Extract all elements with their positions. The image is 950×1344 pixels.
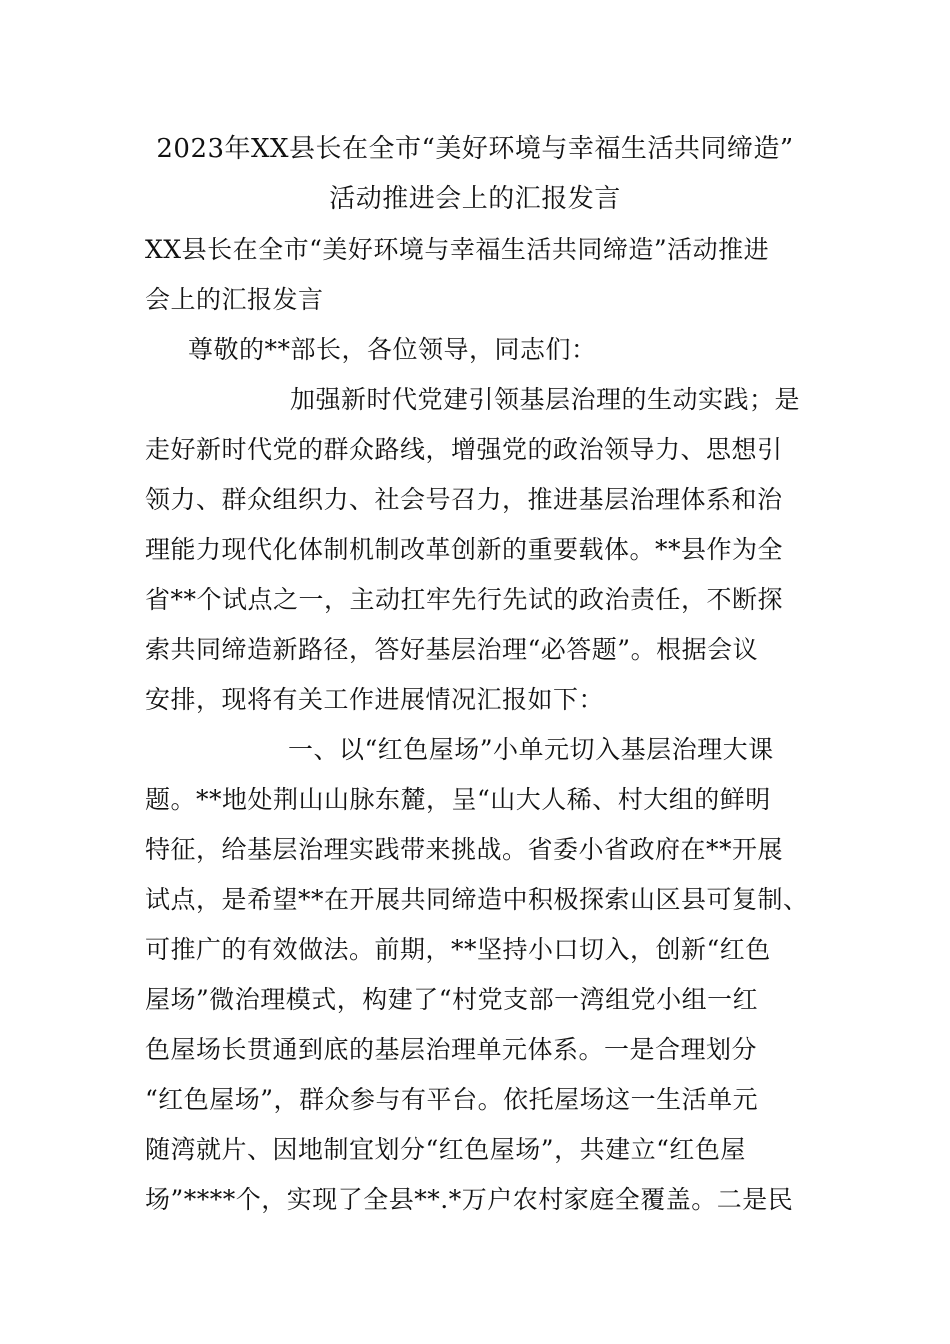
body-line-13: 屋场”微治理模式，构建了“村党支部一湾组党小组一红	[145, 985, 759, 1014]
document-title-line-2: 活动推进会上的汇报发言	[329, 184, 621, 214]
body-line-3: 领力、群众组织力、社会号召力，推进基层治理体系和治	[145, 485, 783, 514]
body-line-1: 加强新时代党建引领基层治理的生动实践；是	[290, 385, 801, 414]
body-line-11: 试点，是希望**在开展共同缔造中积极探索山区县可复制、	[145, 885, 809, 914]
body-line-5: 省**个试点之一，主动扛牢先行先试的政治责任，不断探	[145, 585, 784, 614]
body-line-16: 随湾就片、因地制宜划分“红色屋场”，共建立“红色屋	[145, 1135, 746, 1164]
body-line-4: 理能力现代化体制机制改革创新的重要载体。**县作为全	[145, 535, 784, 564]
body-line-2: 走好新时代党的群众路线，增强党的政治领导力、思想引	[145, 435, 783, 464]
body-line-10: 特征，给基层治理实践带来挑战。省委小省政府在**开展	[145, 835, 784, 864]
salutation: 尊敬的**部长，各位领导，同志们：	[188, 335, 597, 364]
body-line-12: 可推广的有效做法。前期，**坚持小口切入，创新“红色	[145, 935, 771, 964]
section-heading-1: 一、以“红色屋场”小单元切入基层治理大课	[288, 735, 774, 764]
document-title-line-1: 2023年XX县长在全市“美好环境与幸福生活共同缔造”	[156, 134, 794, 164]
body-line-6: 索共同缔造新路径，答好基层治理“必答题”。根据会议	[145, 635, 759, 664]
body-line-14: 色屋场长贯通到底的基层治理单元体系。一是合理划分	[145, 1035, 758, 1064]
body-line-17: 场”****个，实现了全县**.*万户农村家庭全覆盖。二是民	[145, 1185, 794, 1214]
document-subtitle-line-2: 会上的汇报发言	[145, 285, 324, 314]
document-subtitle-line-1: XX县长在全市“美好环境与幸福生活共同缔造”活动推进	[145, 235, 770, 264]
body-line-15: “红色屋场”，群众参与有平台。依托屋场这一生活单元	[145, 1085, 759, 1114]
body-line-7: 安排，现将有关工作进展情况汇报如下：	[145, 685, 605, 714]
body-line-9: 题。**地处荆山山脉东麓，呈“山大人稀、村大组的鲜明	[145, 785, 771, 814]
